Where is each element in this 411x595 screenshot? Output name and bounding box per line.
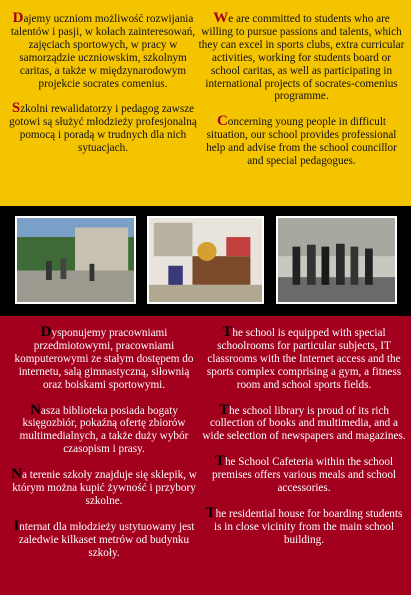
- drop-cap: N: [30, 401, 41, 418]
- paragraph: [8, 12, 198, 90]
- drop-cap: S: [11, 100, 21, 117]
- top-left-column: [8, 12, 198, 167]
- photo-outdoor-sculptures: [15, 216, 136, 304]
- photo-student-group: [276, 216, 397, 304]
- paragraph: [8, 326, 200, 392]
- bottom-right-column: [202, 326, 406, 559]
- paragraph-text: he residential house for boarding students is in close vicinity from the main school building.: [214, 507, 403, 546]
- paragraph: [202, 401, 406, 444]
- drop-cap: D: [40, 324, 52, 340]
- paragraph-text: he school is equipped with special schoolrooms for particular subjects, IT classrooms with the Internet access and the sports complex comprising a gym, a fitness room and school sports fields.: [206, 327, 402, 391]
- drop-cap: T: [205, 504, 216, 521]
- bottom-left-column: [8, 326, 200, 572]
- paragraph-text: asza biblioteka posiada bogaty księgozbiór, pokaźną ofertę zbiorów multimedialnych, a także duży wybór czasopism i prasy.: [19, 404, 189, 456]
- drop-cap: T: [222, 324, 233, 340]
- drop-cap: D: [12, 10, 24, 26]
- paragraph: [202, 455, 406, 495]
- top-right-column: [197, 12, 406, 180]
- paragraph: [197, 115, 406, 168]
- paragraph-text: zkolni rewalidatorzy i pedagog zawsze gotowi są służyć młodzieży profesjonalną pomocą i poradą w trudnych dla nich sytuacjach.: [9, 103, 197, 155]
- drop-cap: W: [213, 10, 229, 26]
- paragraph-text: he School Cafeteria within the school premises offers various meals and school accessories.: [211, 456, 397, 495]
- drop-cap: C: [216, 113, 228, 130]
- paragraph-text: ajemy uczniom możliwość rozwijania talentów i pasji, w kołach zainteresowań, zajęciach sportowych, w pracy w samorządzie uczniowskim, szkolnym caritas, a także w międzynarodowym projekcie socrates comenius.: [10, 13, 196, 90]
- paragraph: [8, 517, 200, 560]
- paragraph-text: oncerning young people in difficult situation, our school provides professional help and advise from the school councillor and special pedagogues.: [206, 116, 397, 168]
- paragraph: [8, 401, 200, 457]
- paragraph: [202, 504, 406, 547]
- photo-strip: [0, 216, 411, 306]
- paragraph: [8, 102, 198, 155]
- paragraph-text: nternat dla młodzieży ustytuowany jest zaledwie kilkaset metrów od budynku szkoły.: [18, 520, 195, 559]
- paragraph-text: a terenie szkoły znajduje się sklepik, w którym można kupić żywność i przybory szkolne.: [12, 469, 197, 507]
- paragraph: [202, 326, 406, 392]
- drop-cap: T: [214, 453, 225, 470]
- paragraph-text: ysponujemy pracowniami przedmiotowymi, pracowniami komputerowymi ze stałym dostępem do internetu, salą gimnastyczną, siłownią oraz boiskami sportowymi.: [14, 327, 194, 391]
- paragraph-text: he school library is proud of its rich collection of books and multimedia, and a wide selection of newspapers and magazines.: [202, 404, 406, 443]
- drop-cap: I: [13, 517, 20, 534]
- paragraph: [197, 12, 406, 103]
- drop-cap: T: [218, 401, 229, 418]
- paragraph-text: e are committed to students who are willing to pursue passions and talents, which they can excel in sports clubs, extra curricular activities, working for students board or school caritas, as well as participating in international projects of socrates-comenius programme.: [198, 13, 405, 103]
- paragraph: [8, 468, 200, 508]
- drop-cap: N: [11, 466, 22, 483]
- photo-exhibition: [147, 216, 264, 304]
